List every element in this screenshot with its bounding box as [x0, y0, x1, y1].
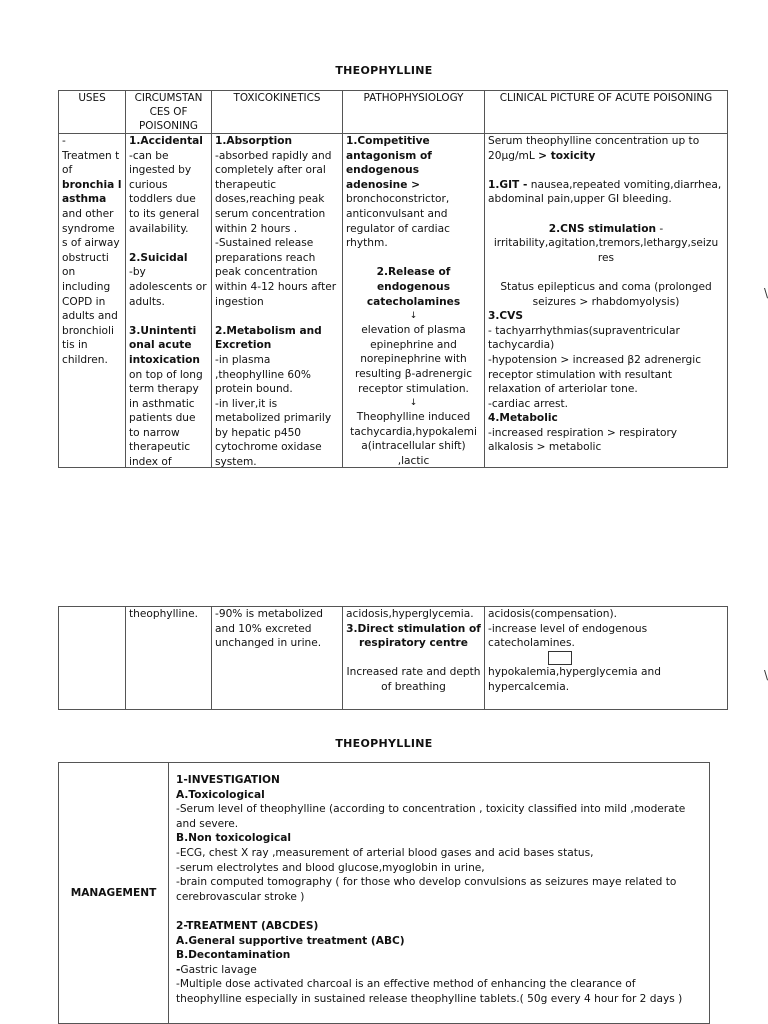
cell-toxicokinetics: [212, 134, 343, 468]
clinical-heading-git: 1.GIT -: [488, 178, 528, 191]
header-circumstances: CIRCUMSTAN CES OF POISONING: [126, 91, 212, 134]
patho-continued-text-2: Increased rate and depth of breathing: [346, 666, 481, 693]
tox-text-1: -absorbed rapidly and completely after oral therapeutic doses,reaching peak serum concentration within 2 hours .: [215, 149, 332, 235]
arrow-down-icon: ↓: [409, 398, 418, 409]
page-title: THEOPHYLLINE: [335, 64, 433, 77]
clinical-text-7: -cardiac arrest.: [488, 397, 569, 410]
theophylline-table-continued: [58, 606, 728, 710]
management-table: [58, 762, 710, 1024]
uses-dash: -: [62, 135, 66, 147]
clinical-text-5: - tachyarrhythmias(supraventricular tachycardia): [488, 324, 680, 352]
mgmt-heading-investigation: 1-INVESTIGATION: [176, 774, 280, 786]
cell-uses-continued: [59, 607, 126, 710]
theophylline-table: [58, 90, 728, 468]
patho-heading-2: 2.Release of endogenous catecholamines: [366, 266, 461, 308]
mgmt-text-2: -ECG, chest X ray ,measurement of arterial blood gases and acid bases status,: [176, 846, 594, 859]
clinical-text-4: Status epilepticus and coma (prolonged seizures > rhabdomyolysis): [500, 280, 712, 308]
cell-clinical-continued: [485, 607, 728, 710]
clinical-text-6: -hypotension > increased β2 adrenergic receptor stimulation with resultant relaxation of arteriolar tone.: [488, 353, 702, 396]
page-title: THEOPHYLLINE: [335, 737, 433, 750]
cell-circumstances-continued: [126, 607, 212, 710]
tox-heading-2: 2.Metabolism and Excretion: [215, 324, 322, 352]
circ-heading-1: 1.Accidental: [129, 135, 203, 147]
clinical-heading-cvs: 3.CVS: [488, 310, 523, 323]
circ-text-2: -by adolescents or adults.: [129, 266, 207, 308]
table-row: [59, 134, 728, 468]
cell-clinical-picture: [485, 134, 728, 468]
table-header-row: [59, 91, 728, 134]
mgmt-text-6: -Multiple dose activated charcoal is an effective method of enhancing the clearance of theophylline especially in sustained release theophylline tablets.( 50g every 4 hour for 2 days ): [176, 978, 683, 1005]
clinical-text-1: Serum theophylline concentration up to 20μg/mL: [488, 135, 700, 162]
clinical-text-8: -increased respiration > respiratory alkalosis > metabolic: [488, 426, 678, 454]
tox-text-3: -in plasma ,theophylline 60% protein bound.: [215, 353, 311, 396]
clinical-text-3: irritability,agitation,tremors,lethargy,seizu res: [493, 237, 719, 264]
mgmt-lavage-dash: -: [176, 963, 181, 976]
mgmt-lavage-line: [176, 963, 702, 978]
table-row: [59, 607, 728, 710]
clinical-cns-line: [488, 222, 724, 237]
uses-bold: bronchia l asthma: [62, 178, 122, 206]
patho-heading-3: 3.Direct stimulation of respiratory centre: [346, 622, 481, 650]
tox-heading-1: 1.Absorption: [215, 135, 293, 147]
cell-pathophysiology-continued: [343, 607, 485, 710]
header-pathophysiology: PATHOPHYSIOLOGY: [343, 91, 485, 134]
circ-continued-text: theophylline.: [129, 608, 199, 620]
header-toxicokinetics: TOXICOKINETICS: [212, 91, 343, 134]
cell-pathophysiology: [343, 134, 485, 468]
mgmt-heading-supportive: A.General supportive treatment (ABC): [176, 934, 405, 947]
uses-rest: and other syndrome s of airway obstructi on including COPD in adults and bronchioli tis in children.: [62, 207, 120, 366]
clinical-toxicity: > toxicity: [538, 149, 596, 162]
patho-text-2: elevation of plasma epinephrine and norepinephrine with resulting β-adrenergic receptor stimulation.: [354, 324, 473, 395]
clinical-git-line: [488, 178, 724, 207]
header-clinical-picture: CLINICAL PICTURE OF ACUTE POISONING: [485, 91, 728, 134]
empty-box: [548, 651, 572, 665]
table-row: [59, 763, 710, 1024]
cell-uses: [59, 134, 126, 468]
cell-toxicokinetics-continued: [212, 607, 343, 710]
management-label: MANAGEMENT: [59, 763, 169, 1024]
circ-heading-3: 3.Unintenti onal acute intoxication: [129, 324, 200, 366]
arrow-down-icon: ↓: [409, 311, 418, 322]
circ-heading-2: 2.Suicidal: [129, 251, 188, 264]
header-uses: USES: [59, 91, 126, 134]
tox-text-2: -Sustained release preparations reach peak concentration within 4-12 hours after ingestion: [215, 237, 337, 308]
cell-management: [169, 763, 710, 1024]
mgmt-heading-non-toxicological: B.Non toxicological: [176, 832, 292, 845]
clinical-serum-line: [488, 134, 724, 163]
mgmt-lavage-text: Gastric lavage: [180, 963, 257, 976]
clinical-continued-text-1: acidosis(compensation).: [488, 608, 617, 620]
patho-heading-1: 1.Competitive antagonism of endogenous adenosine >: [346, 135, 432, 191]
tox-continued-text: -90% is metabolized and 10% excreted unchanged in urine.: [215, 608, 323, 650]
clinical-box-line: [488, 651, 724, 666]
edge-mark: \: [764, 668, 768, 682]
clinical-text-2: nausea,repeated vomiting,diarrhea, abdominal pain,upper GI bleeding.: [488, 178, 722, 206]
circ-text-1: -can be ingested by curious toddlers due to its general availability.: [129, 149, 200, 235]
edge-mark: \: [764, 286, 768, 300]
uses-text: Treatmen t of: [62, 149, 120, 177]
mgmt-text-4: -brain computed tomography ( for those who develop convulsions as seizures maye related to cerebrovascular stroke ): [176, 876, 677, 903]
patho-continued-text-1: acidosis,hyperglycemia.: [346, 608, 474, 620]
circ-text-3: on top of long term therapy in asthmatic patients due to narrow therapeutic index of: [129, 368, 203, 467]
mgmt-text-3: -serum electrolytes and blood glucose,myoglobin in urine,: [176, 861, 485, 874]
tox-text-4: -in liver,it is metabolized primarily by hepatic p450 cytochrome oxidase system.: [215, 397, 332, 467]
clinical-heading-cns: 2.CNS stimulation: [548, 222, 657, 235]
clinical-continued-text-3: hypokalemia,hyperglycemia and hypercalcemia.: [488, 666, 661, 693]
clinical-cns-dash: -: [659, 222, 664, 235]
patho-text-1: bronchoconstrictor, anticonvulsant and regulator of cardiac rhythm.: [346, 193, 450, 250]
mgmt-text-1: -Serum level of theophylline (according to concentration , toxicity classified into mild ,moderate and severe.: [176, 803, 686, 830]
mgmt-heading-toxicological: A.Toxicological: [176, 788, 265, 801]
clinical-heading-metabolic: 4.Metabolic: [488, 412, 558, 425]
patho-text-3: Theophylline induced tachycardia,hypokalemi a(intracellular shift) ,lactic: [350, 411, 477, 467]
clinical-continued-text-2: -increase level of endogenous catecholamines.: [488, 622, 648, 650]
cell-circumstances: [126, 134, 212, 468]
mgmt-heading-decontamination: B.Decontamination: [176, 949, 291, 962]
mgmt-heading-treatment: 2-TREATMENT (ABCDES): [176, 919, 319, 932]
